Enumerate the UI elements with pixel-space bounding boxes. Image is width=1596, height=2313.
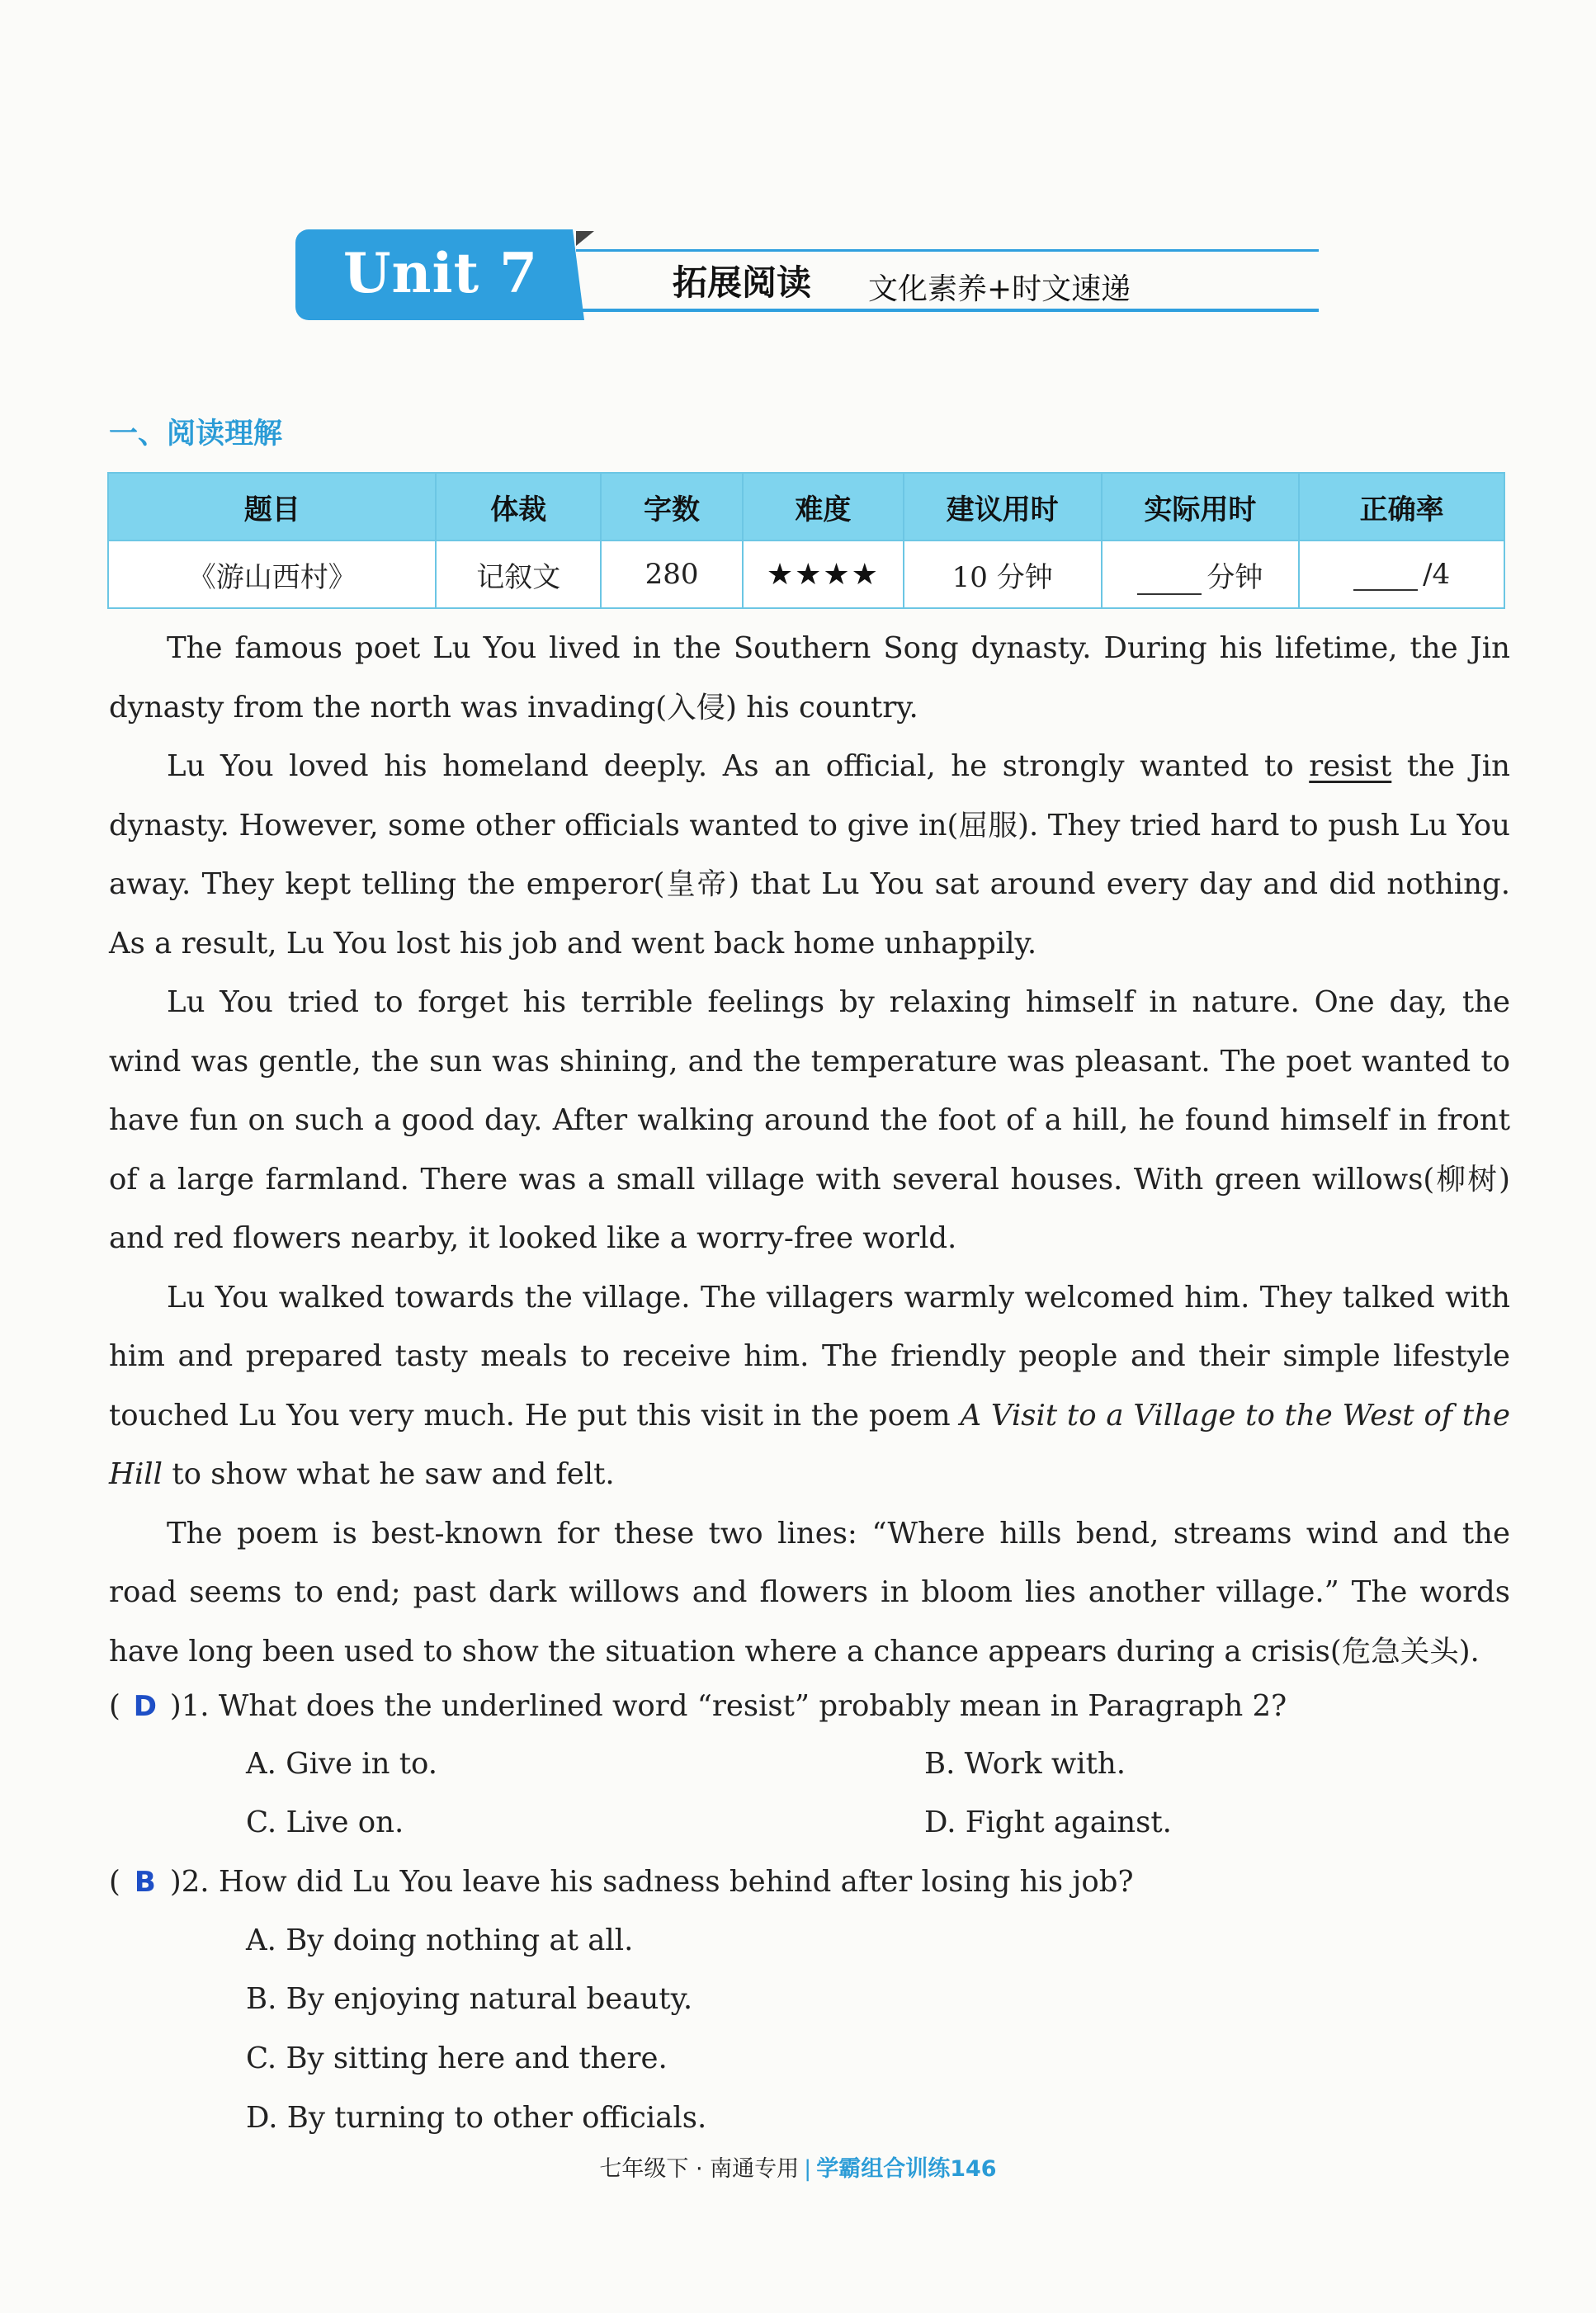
paragraph-4-text-a: Lu You walked towards the village. The villagers warmly welcomed him. They talked with him and prepared tasty meals to receive him. The friendly people and their simple lifestyle touched Lu You very much. He put this visit in the poem (109, 1280, 1510, 1433)
reading-info-table (107, 472, 1505, 609)
q2-option-c[interactable]: C. By sitting here and there. (246, 2042, 668, 2075)
paragraph-4 (109, 1268, 1510, 1504)
question-1-stem: )1. What does the underlined word “resist” probably mean in Paragraph 2? (169, 1689, 1287, 1723)
paragraph-2-text-b: the Jin dynasty. However, some other officials wanted to give in(屈服). They tried hard to push Lu You away. They kept telling the emperor(皇帝) that Lu You sat around every day and did nothing. As a result, Lu You lost his job and went back home unhappily. (109, 749, 1510, 961)
cell-difficulty (743, 540, 904, 608)
cell-title: 《游山西村》 (108, 540, 436, 608)
q2-option-a[interactable]: A. By doing nothing at all. (246, 1924, 634, 1957)
cell-words: 280 (601, 540, 743, 608)
header-title: 题目 (108, 473, 436, 540)
q2-option-b[interactable]: B. By enjoying natural beauty. (246, 1982, 693, 2016)
answer-2[interactable]: B (134, 1866, 156, 1899)
answer-paren-open: ( (109, 1689, 120, 1723)
accuracy-suffix: /4 (1423, 558, 1451, 591)
footer-divider: | (804, 2156, 812, 2182)
paragraph-5: The poem is best-known for these two lines: “Where hills bend, streams wind and the road seems to end; past dark willows and flowers in bloom lies another village.” The words have long been used to show the situation where a chance appears during a crisis(危急关头). (109, 1516, 1510, 1669)
header-accuracy: 正确率 (1299, 473, 1504, 540)
header-rule-top (576, 249, 1319, 252)
footer-series: 学霸组合训练 (816, 2156, 951, 2182)
section-title: 一、阅读理解 (109, 418, 283, 451)
header-suggested-time: 建议用时 (904, 473, 1102, 540)
reading-passage (109, 619, 1510, 1681)
answer-paren-open: ( (109, 1865, 120, 1899)
paragraph-2 (109, 737, 1510, 973)
unit-tab (295, 229, 573, 320)
unit-title: Unit 7 (343, 241, 539, 305)
header-main-title: 拓展阅读 (673, 262, 812, 303)
footer-grade: 七年级下 · 南通专用 (599, 2156, 800, 2182)
header-genre: 体裁 (436, 473, 601, 540)
cell-accuracy (1299, 540, 1504, 608)
question-2 (109, 1865, 1134, 1899)
q2-option-d[interactable]: D. By turning to other officials. (246, 2101, 707, 2135)
page-footer (0, 2150, 1596, 2183)
q1-option-a[interactable]: A. Give in to. (246, 1747, 438, 1781)
header-words: 字数 (601, 473, 743, 540)
question-2-stem: )2. How did Lu You leave his sadness behind after losing his job? (169, 1865, 1134, 1899)
cell-suggested-time: 10 分钟 (904, 540, 1102, 608)
header-corner-mark (576, 231, 594, 246)
cell-actual-time (1102, 540, 1300, 608)
paragraph-3: Lu You tried to forget his terrible feelings by relaxing himself in nature. One day, the wind was gentle, the sun was shining, and the temperature was pleasant. The poet wanted to have fun on such a good day. After walking around the foot of a hill, he found himself in front of a large farmland. There was a small village with several houses. With green willows(柳树) and red flowers nearby, it looked like a worry-free world. (109, 985, 1510, 1255)
table-header-row (108, 473, 1504, 540)
header-actual-time: 实际用时 (1102, 473, 1300, 540)
paragraph-2-text-a: Lu You loved his homeland deeply. As an official, he strongly wanted to (167, 749, 1310, 783)
actual-time-blank[interactable] (1137, 569, 1202, 595)
underlined-word-resist: resist (1309, 749, 1392, 783)
table-row (108, 540, 1504, 608)
header-difficulty: 难度 (743, 473, 904, 540)
accuracy-blank[interactable] (1353, 564, 1418, 591)
difficulty-stars: ★★★★ (766, 557, 880, 592)
q1-option-b[interactable]: B. Work with. (924, 1747, 1126, 1781)
poem-title: A Visit to a Village to the West of the Hill (109, 1398, 1510, 1491)
question-1 (109, 1689, 1287, 1723)
header-subtitle: 文化素养+时文速递 (868, 272, 1131, 306)
paragraph-4-text-b: to show what he saw and felt. (163, 1457, 615, 1491)
answer-1[interactable]: D (133, 1690, 157, 1723)
paragraph-1: The famous poet Lu You lived in the Southern Song dynasty. During his lifetime, the Jin dynasty from the north was invading(入侵) his country. (109, 631, 1510, 725)
actual-time-unit: 分钟 (1206, 560, 1263, 594)
q1-option-d[interactable]: D. Fight against. (924, 1806, 1172, 1839)
page-number: 146 (950, 2156, 997, 2182)
header-rule-bottom (576, 309, 1319, 312)
cell-genre: 记叙文 (436, 540, 601, 608)
q1-option-c[interactable]: C. Live on. (246, 1806, 404, 1839)
